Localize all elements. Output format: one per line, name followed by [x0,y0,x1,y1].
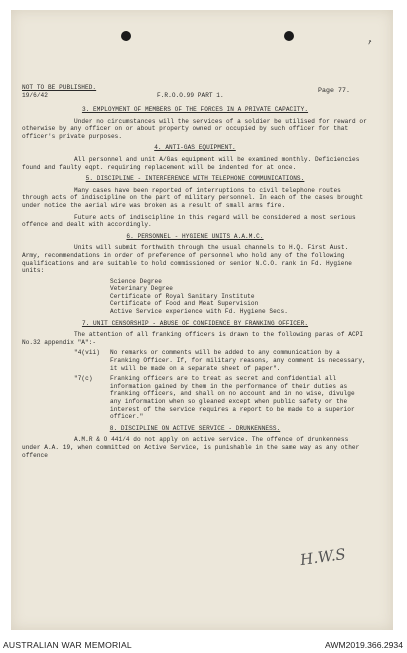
section-8-paragraph: A.M.R & O 441/4 do not apply on active service. The offence of drunkenness under A.A. 19, when committed on Active Service, is punishable in the same way as any other offence [22,436,360,459]
list-item: Certificate of Food and Meat Supervision [110,300,259,308]
document-title: F.R.O.O.99 PART 1. [157,92,224,99]
accession-number: AWM2019.366.2934 [324,640,403,650]
archive-footer [0,638,407,653]
institution-name: AUSTRALIAN WAR MEMORIAL [3,640,132,650]
quoted-para-7c [22,375,368,421]
section-5-paragraph-2: Future acts of indiscipline in this regard will be considered a most serious offence and dealt with accordingly. [22,213,356,229]
section-8-heading-text: 8. DISCIPLINE ON ACTIVE SERVICE - DRUNKENNESS. [109,424,281,432]
handwritten-initials: H.W.S [298,544,347,570]
punch-hole-right [284,31,294,41]
quoted-para-number: "7(c) [74,375,93,383]
quoted-para-4vii [22,349,368,372]
section-4-heading [22,144,368,152]
corner-mark: ↗ [365,37,374,48]
section-8-heading [22,425,368,433]
document-body [22,84,368,459]
section-5-paragraph-1: Many cases have been reported of interruptions to civil telephone routes through acts of indiscipline on the part of military personnel. In each of the cases brought under notice the aerial wire was broken as a result of small arms fire. [22,186,364,209]
document-date: 19/6/42 [22,92,48,99]
section-7-heading [22,320,368,328]
section-6-heading [22,233,368,241]
list-item: Science Degree [110,277,162,285]
section-3-heading-text: 3. EMPLOYMENT OF MEMBERS OF THE FORCES IN A PRIVATE CAPACITY. [81,106,309,113]
quoted-para-number: "4(vii) [74,349,100,357]
quoted-para-text: Franking officers are to treat as secret and confidential all information gained by them in the performance of their duties as franking officers, and shall on no account and in no wise, divulge any information when so gleaned except when public safety or the interest of the service requires a report to be made to a superior officer." [110,375,355,421]
document-header [22,84,368,102]
section-3-heading [22,106,368,114]
section-5-heading [22,175,368,183]
list-item: Certificate of Royal Sanitary Institute [110,292,255,300]
section-5-heading-text: 5. DISCIPLINE - INTERFERENCE WITH TELEPHONE COMMUNICATIONS. [85,175,305,183]
section-4-heading-text: 4. ANTI-GAS EQUIPMENT. [154,144,236,152]
not-to-be-published: NOT TO BE PUBLISHED. [22,84,97,91]
list-item: Veterinary Degree [110,285,174,293]
section-6-heading-text: 6. PERSONNEL - HYGIENE UNITS A.A.M.C. [126,232,264,240]
punch-hole-left [121,31,131,41]
section-6-paragraph: Units will submit forthwith through the usual channels to H.Q. First Aust. Army, recommendations in order of preference of personnel who hold any of the following qualifications and are suitable to hold commissioned or senior N.C.O. rank in Fd. Hygiene units: [22,244,352,275]
qualification-list [110,278,368,316]
section-3-paragraph: Under no circumstances will the services of a soldier be utilised for reward or otherwise by any officer on or about property owned or occupied by such officer for that officer's private purposes. [22,117,367,140]
section-7-heading-text: 7. UNIT CENSORSHIP - ABUSE OF CONFIDENCE BY FRANKING OFFICER. [81,319,309,327]
section-4-paragraph: All personnel and unit A/Gas equipment will be examined monthly. Deficiencies found and faulty eqpt. requiring replacement will be indented for at once. [22,155,360,171]
section-7-paragraph: The attention of all franking officers is drawn to the following paras of ACPI No.32 appendix "A":- [22,331,364,346]
quoted-para-text: No remarks or comments will be added to any communication by a Franking Officer. If, for military reasons, any comment is necessary, it will be made on a separate sheet of paper". [110,349,366,372]
page-number: Page 77. [318,87,351,94]
list-item: Active Service experience with Fd. Hygiene Secs. [110,308,288,316]
